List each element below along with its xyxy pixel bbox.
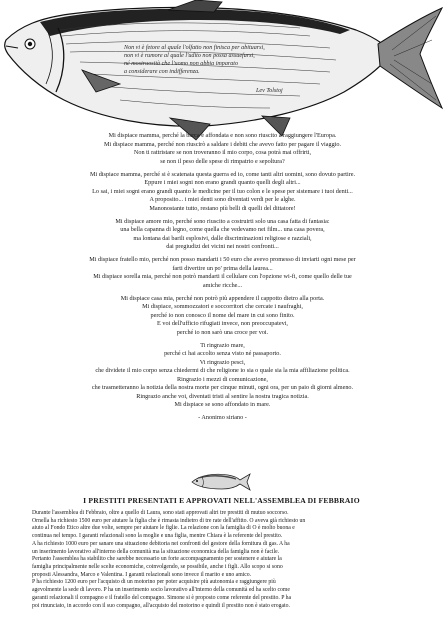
poem-line: ma lontana dai barili esplosivi, dalle discriminazioni religiose e razziali, bbox=[133, 234, 312, 242]
poem-line: se non il peso delle spese di rimpatrio e sepoltura? bbox=[160, 157, 285, 165]
quote-line: non vi è rumore al quale l'udito non possa assuefarsi, bbox=[124, 53, 255, 60]
article-line: poi rinunciato, in accordo con il suo compagno, all'acquisto del motorino e quindi il prestito non è stato erogato. bbox=[32, 602, 290, 609]
article-line: continua nel tempo. I garanti relazionali sono la moglie e una figlia, mentre Chiara è la referente del prestito. bbox=[32, 533, 283, 540]
article-line: aiuto al Fondo Etico altre due volte, sempre per aiutare le figlie. La relazione con la famiglia di O è molto buona e bbox=[32, 525, 295, 532]
article-line: un inserimento lavorativo all'interno della comunità ma la situazione economica della famiglia non è facile. bbox=[32, 548, 280, 555]
poem-line: Mi dispiace casa mia, perché non potrò più appendere il cappotto dietro alla porta. bbox=[120, 294, 325, 302]
poem-line: perché io non conosco il nome del mare in cui sono finito. bbox=[150, 311, 295, 319]
poem-line: Manonostante tutto, restano più belli di quelli del dittatore! bbox=[149, 204, 296, 212]
tolstoy-quote bbox=[124, 44, 324, 76]
poem-line: Mi dispiace se sono affondato in mare. bbox=[174, 401, 271, 408]
poem-line: Lo sai, i miei sogni erano grandi quanto le medicine per il tuo colon e le spese per sistemare i tuoi denti... bbox=[92, 187, 353, 195]
poem-line: perché io non sarò una croce per voi. bbox=[176, 328, 269, 336]
small-fish-icon bbox=[190, 472, 252, 492]
poem-line: una bella capanna di legno, come quella che vedevamo nei film... una casa povera, bbox=[120, 226, 325, 233]
article-line: A ha richiesto 1000 euro per sanare una situazione debitoria nei confronti del gestore della fornitura di gas. A ha bbox=[32, 540, 290, 547]
quote-author: Lev Tolstoj bbox=[256, 88, 283, 94]
poem-line: Mi dispiace mamma, perché non riuscirò a saldare i debiti che avevo fatto per pagare il viaggio. bbox=[103, 140, 342, 148]
poem-line: Ringrazio i mezzi di comunicazione, bbox=[177, 375, 268, 383]
poem-line: Eppure i miei sogni non erano grandi quanto quelli degli altri... bbox=[144, 179, 301, 186]
poem-line: Ti ringrazio mare, bbox=[200, 341, 245, 349]
poem-line: Mi dispiace mamma, perché la barca è affondata e non sono riuscito a raggiungere l'Europa. bbox=[108, 132, 337, 139]
article-line: famiglia principalmente nelle scelte economiche, coinvolgendo, se possibile, anche i figli. Allo scopo si sono bbox=[32, 564, 283, 571]
article-line: P ha richiesto 1200 euro per l'acquisto di un motorino per poter acquisire più autonomia e raggiungere più bbox=[32, 579, 276, 586]
poem-line: perché ci hai accolto senza visto né passaporto. bbox=[164, 350, 281, 357]
poem bbox=[40, 132, 405, 423]
poem-stanza bbox=[40, 256, 405, 290]
poem-line: Non ti rattristare se non troveranno il mio corpo, cosa potrà mai offrirti, bbox=[133, 149, 312, 156]
poem-signature: - Anonimo siriano - bbox=[198, 414, 247, 421]
poem-line: Mi dispiace amore mio, perché sono riuscito a costruirti solo una casa fatta di fantasia: bbox=[115, 217, 330, 225]
poem-line: Ringrazio anche voi, diventati tristi al sentire la nostra tragica notizia. bbox=[136, 392, 309, 400]
poem-line: A proposito... i miei denti sono diventati verdi per le alghe. bbox=[149, 196, 296, 203]
article-line: Ornella ha richiesto 1500 euro per aiutare la figlia che è rimasta indietro di tre rate dell'affitto. O aveva già richiesto un bbox=[32, 517, 306, 524]
poem-line: che trasmetteranno la notizia della nostra morte per cinque minuti, ogni ora, per un paio di giorni almeno. bbox=[91, 384, 354, 391]
quote-line: a considerare con indifferenza. bbox=[124, 69, 200, 76]
poem-line: Mi dispiace sorella mia, perché non potrò mandarti il cellulare con l'opzione wi-fi, come quello delle tue bbox=[93, 273, 352, 280]
article-title: I PRESTITI PRESENTATI E APPROVATI NELL'ASSEMBLEA DI FEBBRAIO bbox=[83, 496, 360, 505]
article-line: garanti relazionali il compagno e il fratello del compagno. Simone si è proposto come referente del prestito. P ha bbox=[32, 594, 292, 601]
poem-line: E voi dell'ufficio rifugiati invece, non preoccupatevi, bbox=[157, 320, 288, 327]
poem-line: amiche ricche... bbox=[202, 281, 243, 289]
article-line: Durante l'assemblea di Febbraio, oltre a quello di Laura, sono stati approvati altri tre prestiti di mutuo soccorso. bbox=[32, 510, 289, 516]
quote-line: né mostruosità che l'uomo non abbia imparato bbox=[124, 61, 239, 68]
poem-stanza bbox=[40, 171, 405, 214]
quote-line: Non vi è fetore al quale l'olfatto non finisca per abituarsi, bbox=[124, 45, 265, 51]
poem-stanza bbox=[40, 218, 405, 252]
fish-dorsal-fin bbox=[168, 0, 222, 12]
poem-stanza bbox=[40, 132, 405, 166]
article-body bbox=[32, 510, 422, 610]
poem-stanza bbox=[40, 295, 405, 338]
fish-tail bbox=[378, 8, 442, 108]
poem-line: farti divertire un po' prima della laurea... bbox=[172, 264, 273, 272]
poem-line: Vi ringrazio pesci, bbox=[199, 358, 246, 366]
article-line: agevolmente la sede di lavoro. P ha un inserimento socio lavorativo all'interno della comunità ed ha scelto come bbox=[32, 587, 290, 594]
poem-stanza bbox=[40, 342, 405, 410]
poem-line: Mi dispiace mamma, perché si è scatenata questa guerra ed io, come tanti altri uomini, sono dovuto partire. bbox=[89, 170, 356, 178]
poem-line: dai pregiudizi dei vicini nei nostri confronti... bbox=[166, 243, 279, 250]
poem-line: che dividete il mio corpo senza chiedermi di che religione io sia o quale sia la mia affiliazione politica. bbox=[95, 367, 350, 374]
article-line: proposti Alessandra, Marco e Valentina. I garanti relazionali sono invece il marito e uno amico. bbox=[32, 571, 252, 578]
poem-line: Mi dispiace fratello mio, perché non posso mandarti i 50 euro che avevo promesso di inviarti ogni mese per bbox=[89, 256, 356, 263]
poem-line: Mi dispiace, sommozzatori e soccorritori che cercate i naufraghi, bbox=[142, 303, 303, 310]
article-line: Pertanto l'assemblea ha stabilito che sarebbe necessario un forte accompagnamento per sostenere e aiutare la bbox=[32, 556, 282, 563]
